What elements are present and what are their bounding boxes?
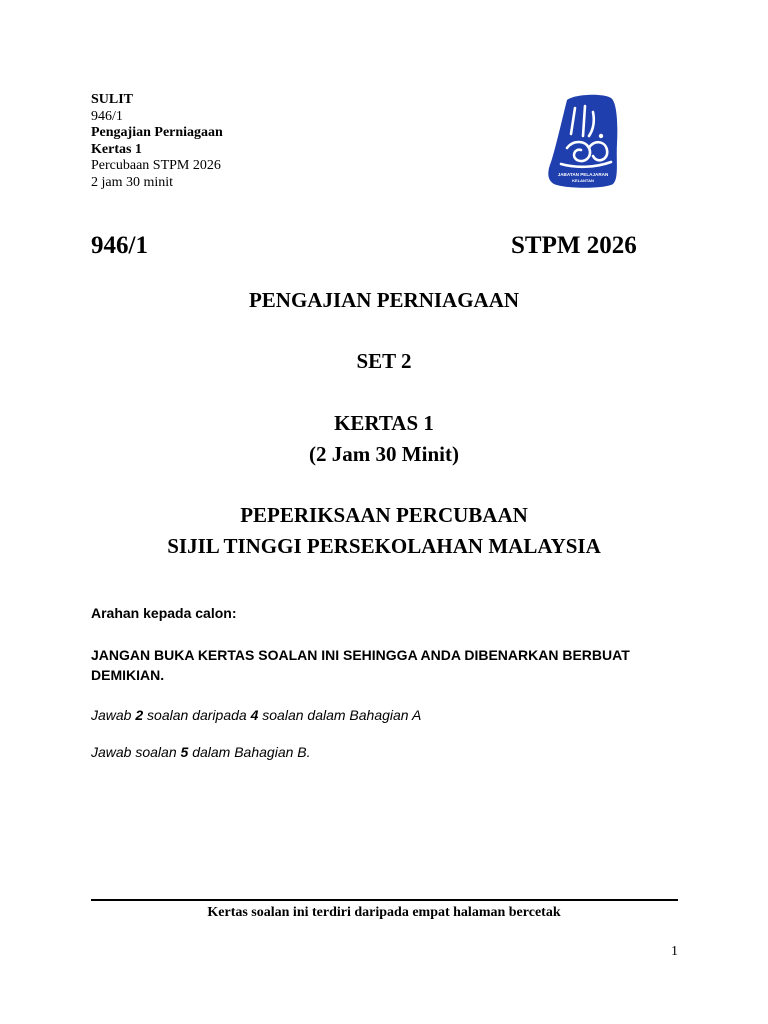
header-block (91, 92, 223, 191)
confidential-label: SULIT (91, 92, 134, 107)
instruction-2-text-b: dalam Bahagian B. (188, 744, 311, 760)
instruction-1-text-c: soalan dalam Bahagian A (258, 707, 422, 723)
logo-text-bottom: KELANTAN (572, 178, 594, 183)
instructions-heading: Arahan kepada calon: (91, 605, 237, 621)
instruction-1-text-a: Jawab (91, 707, 136, 723)
warning-line-1: JANGAN BUKA KERTAS SOALAN INI SEHINGGA ANDA DIBENARKAN BERBUAT (91, 647, 630, 663)
warning-line-2: DEMIKIAN. (91, 667, 165, 683)
instruction-1-text-b: soalan daripada (143, 707, 251, 723)
exam-title-line-1: PEPERIKSAAN PERCUBAAN (240, 503, 528, 527)
instructions-warning (91, 645, 691, 685)
instruction-line-1 (91, 707, 421, 723)
footer-divider (91, 899, 678, 901)
page-number: 1 (671, 944, 678, 959)
paper-title: KERTAS 1 (334, 411, 434, 435)
exam-year: STPM 2026 (511, 232, 637, 259)
instruction-1-count-a: 2 (135, 707, 144, 723)
duration-title: (2 Jam 30 Minit) (309, 442, 459, 466)
header-duration: 2 jam 30 minit (91, 174, 174, 190)
instruction-2-number: 5 (180, 744, 189, 760)
header-subject: Pengajian Perniagaan (91, 125, 223, 140)
logo-text-top: JABATAN PELAJARAN (557, 172, 609, 177)
instruction-1-count-b: 4 (250, 707, 259, 723)
subject-title: PENGAJIAN PERNIAGAAN (248, 288, 520, 312)
header-paper: Kertas 1 (91, 141, 142, 157)
jabatan-pelajaran-kelantan-logo (545, 94, 621, 188)
paper-code: 946/1 (91, 232, 148, 259)
header-code: 946/1 (91, 108, 123, 124)
exam-title-line-2: SIJIL TINGGI PERSEKOLAHAN MALAYSIA (167, 534, 601, 558)
set-title: SET 2 (356, 349, 412, 373)
header-exam: Percubaan STPM 2026 (91, 158, 221, 173)
instruction-line-2 (91, 744, 311, 760)
instruction-2-text-a: Jawab soalan (91, 744, 181, 760)
footer-note: Kertas soalan ini terdiri daripada empat halaman bercetak (207, 905, 561, 920)
